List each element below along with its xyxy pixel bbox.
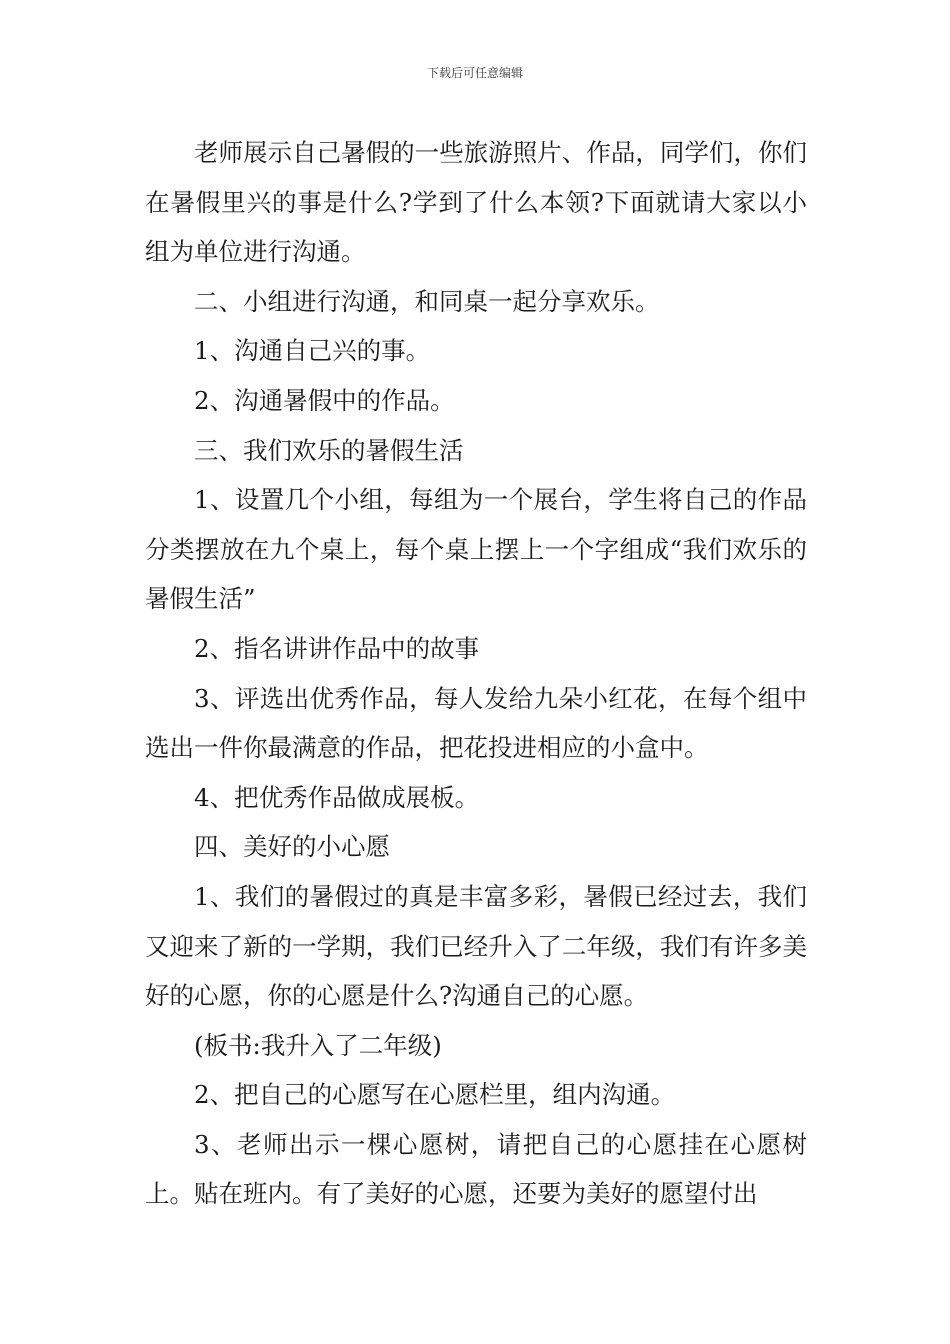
paragraph-intro: 老师展示自己暑假的一些旅游照片、作品，同学们，你们在暑假里兴的事是什么?学到了什么本领?下面就请大家以小组为单位进行沟通。 [145, 138, 807, 267]
list-item: 2、把自己的心愿写在心愿栏里，组内沟通。 [194, 1080, 676, 1110]
list-item: 1、我们的暑假过的真是丰富多彩，暑假已经过去，我们又迎来了新的一学期，我们已经升入了二年级，我们有许多美好的心愿，你的心愿是什么?沟通自己的心愿。 [145, 881, 807, 1011]
section-heading-3: 三、我们欢乐的暑假生活 [194, 435, 464, 465]
blackboard-note: (板书:我升入了二年级) [194, 1030, 442, 1060]
list-item: 2、指名讲讲作品中的故事 [194, 633, 480, 663]
document-body [145, 128, 807, 1219]
list-item: 2、沟通暑假中的作品。 [194, 385, 455, 415]
list-item: 3、评选出优秀作品，每人发给九朵小红花，在每个组中选出一件你最满意的作品，把花投进相应的小盒中。 [145, 683, 807, 763]
page-header: 下载后可任意编辑 [426, 66, 523, 80]
section-heading-4: 四、美好的小心愿 [194, 832, 390, 862]
list-item: 1、沟通自己兴的事。 [194, 336, 431, 366]
section-heading-2: 二、小组进行沟通，和同桌一起分享欢乐。 [194, 286, 660, 316]
list-item: 1、设置几个小组，每组为一个展台，学生将自己的作品分类摆放在九个桌上，每个桌上摆上一个字组成“我们欢乐的暑假生活” [145, 485, 807, 614]
list-item: 3、老师出示一棵心愿树，请把自己的心愿挂在心愿树上。贴在班内。有了美好的心愿，还要为美好的愿望付出 [145, 1129, 807, 1209]
list-item: 4、把优秀作品做成展板。 [194, 782, 480, 812]
